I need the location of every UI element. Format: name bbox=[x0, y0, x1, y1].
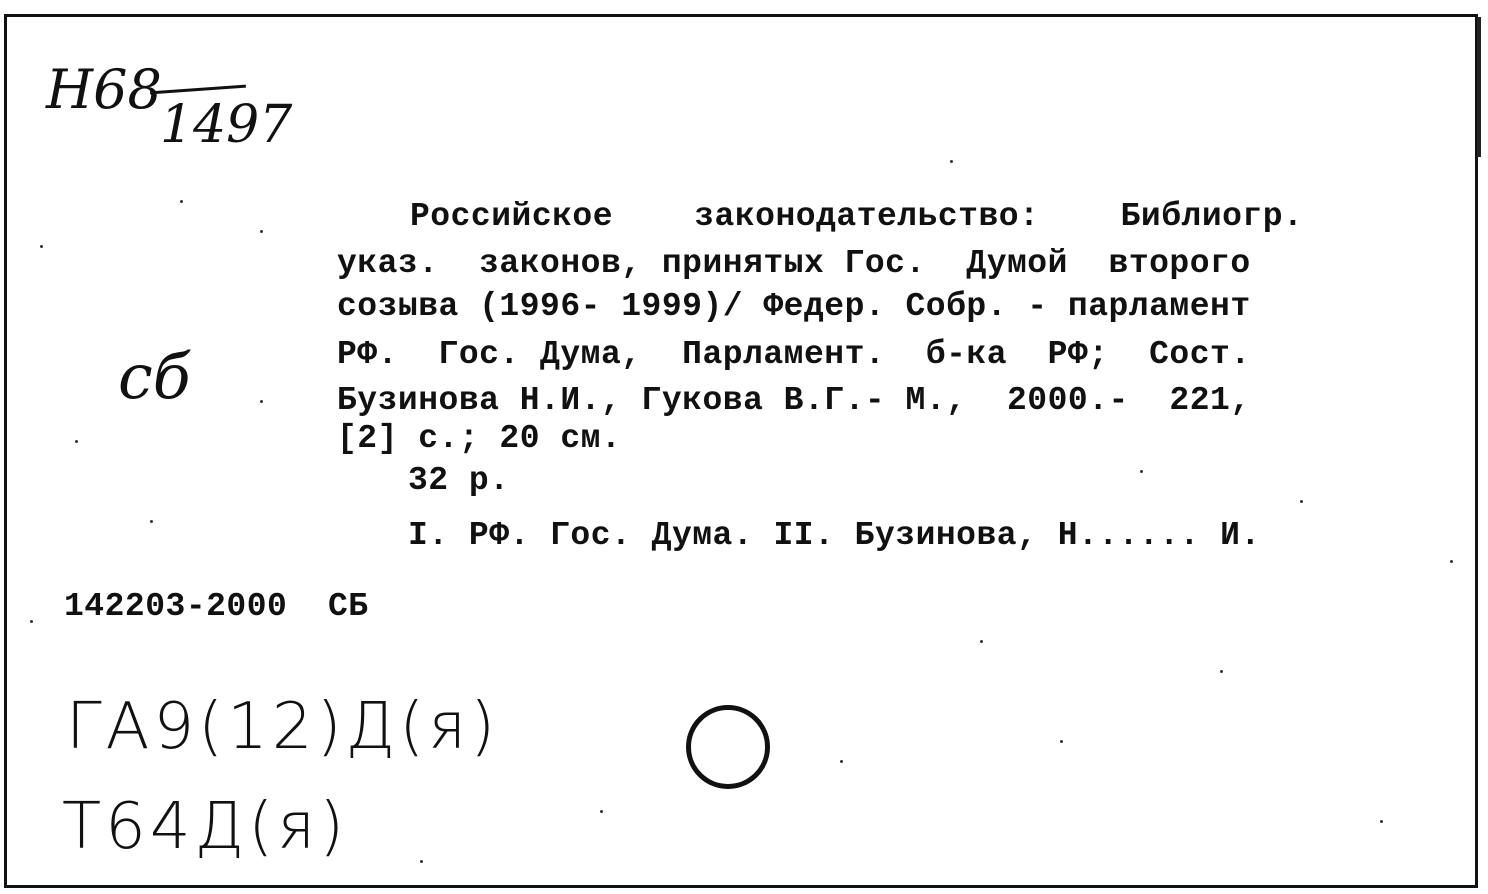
entry-line-3: созыва (1996- 1999)/ Федер. Собр. - парламент bbox=[337, 288, 1251, 325]
shelf-mark-top: Н68 bbox=[46, 58, 162, 121]
classification-code-2: Т64Д(я) bbox=[62, 790, 349, 864]
entry-line-4: РФ. Гос. Дума, Парламент. б-ка РФ; Сост. bbox=[337, 336, 1251, 373]
circle-mark bbox=[686, 705, 770, 789]
entry-line-5: Бузинова Н.И., Гукова В.Г.- М., 2000.- 221, bbox=[337, 382, 1251, 419]
entry-line-1: Российское законодательство: Библиогр. bbox=[410, 198, 1304, 235]
price: 32 р. bbox=[408, 462, 510, 499]
shelf-mark bbox=[46, 58, 162, 121]
entry-line-2: указ. законов, принятых Гос. Думой второго bbox=[337, 245, 1251, 282]
classification-code-1: ГА9(12)Д(я) bbox=[66, 690, 500, 764]
shelf-mark-number: 1497 bbox=[160, 95, 293, 155]
side-mark: сб bbox=[118, 340, 191, 413]
control-number: 142203-2000 СБ bbox=[64, 588, 369, 625]
entry-line-6: [2] с.; 20 см. bbox=[337, 420, 622, 457]
tracings: I. РФ. Гос. Дума. II. Бузинова, Н...... И. bbox=[408, 517, 1261, 554]
